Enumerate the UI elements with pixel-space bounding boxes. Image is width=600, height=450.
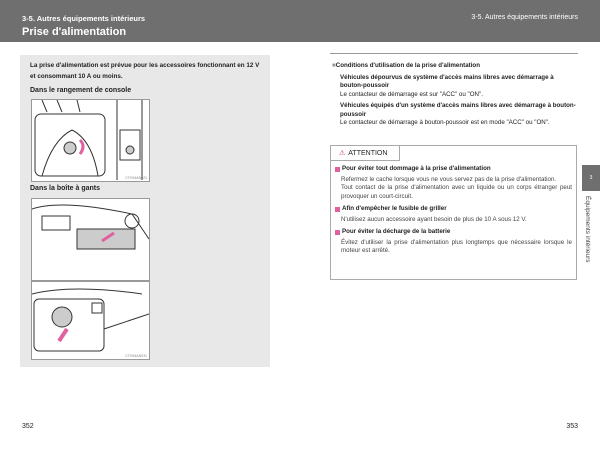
bullet-icon [335, 167, 340, 172]
glovebox-drawing [32, 199, 149, 359]
figure-code: CTH34AN021 [125, 176, 147, 180]
section-label-right: 3-5. Autres équipements intérieurs [471, 14, 578, 21]
page-number-right: 353 [566, 423, 578, 430]
heading-console: Dans le rangement de console [30, 87, 132, 94]
attention-box [330, 145, 577, 280]
chapter-tab[interactable]: 3 [582, 165, 600, 191]
figure-code: CTH34AN031 [125, 354, 147, 358]
attention-item [331, 205, 576, 224]
attention-item-title: Pour éviter tout dommage à la prise d'alimentation [342, 165, 491, 172]
condition-2-title: Véhicules équipés d'un système d'accès mains libres avec démarrage à bouton-poussoir [340, 102, 576, 118]
intro-text: La prise d'alimentation est prévue pour les accessoires fonctionnant en 12 V et consommant 10 A ou moins. [30, 62, 260, 80]
page-number-left: 352 [22, 423, 34, 430]
conditions-title: ■Conditions d'utilisation de la prise d'alimentation [332, 62, 480, 69]
heading-glovebox: Dans la boîte à gants [30, 185, 101, 192]
section-label: 3-5. Autres équipements intérieurs [22, 14, 146, 23]
conditions-section [332, 62, 578, 128]
attention-header [331, 146, 400, 161]
bullet-icon [335, 207, 340, 212]
page-title: Prise d'alimentation [22, 26, 127, 38]
chapter-label: Équipements intérieurs [584, 196, 591, 263]
condition-1-text: Le contacteur de démarrage est sur "ACC" ou "ON". [340, 90, 483, 98]
condition-1-title: Véhicules dépourvus de système d'accès mains libres avec démarrage à bouton-poussoir [340, 73, 554, 89]
attention-item-text: N'utilisez aucun accessoire ayant besoin de plus de 10 A sous 12 V. [341, 215, 527, 223]
condition-2-text: Le contacteur de démarrage à bouton-poussoir est en mode "ACC" ou "ON". [340, 119, 550, 126]
attention-item-text: Refermez le cache lorsque vous ne vous servez pas de la prise d'alimentation. [341, 175, 557, 183]
attention-item-title: Pour éviter la décharge de la batterie [342, 228, 451, 235]
page-header [0, 0, 600, 42]
attention-item [331, 165, 576, 201]
attention-item [331, 228, 576, 256]
attention-item-title: Afin d'empêcher le fusible de griller [342, 205, 447, 212]
attention-label: ATTENTION [348, 149, 388, 157]
console-illustration [31, 99, 150, 182]
glovebox-illustration [31, 198, 150, 360]
console-drawing [32, 100, 149, 181]
warning-icon: ⚠ [339, 150, 346, 157]
divider [330, 53, 578, 54]
bullet-icon [335, 230, 340, 235]
conditions-title-text: Conditions d'utilisation de la prise d'alimentation [335, 62, 480, 69]
attention-item-text: Évitez d'utiliser la prise d'alimentation plus longtemps que nécessaire lorsque le moteur est arrêté. [341, 238, 572, 254]
attention-item-text: Tout contact de la prise d'alimentation avec un liquide ou un corps étranger peut provoquer un court-circuit. [341, 184, 572, 200]
